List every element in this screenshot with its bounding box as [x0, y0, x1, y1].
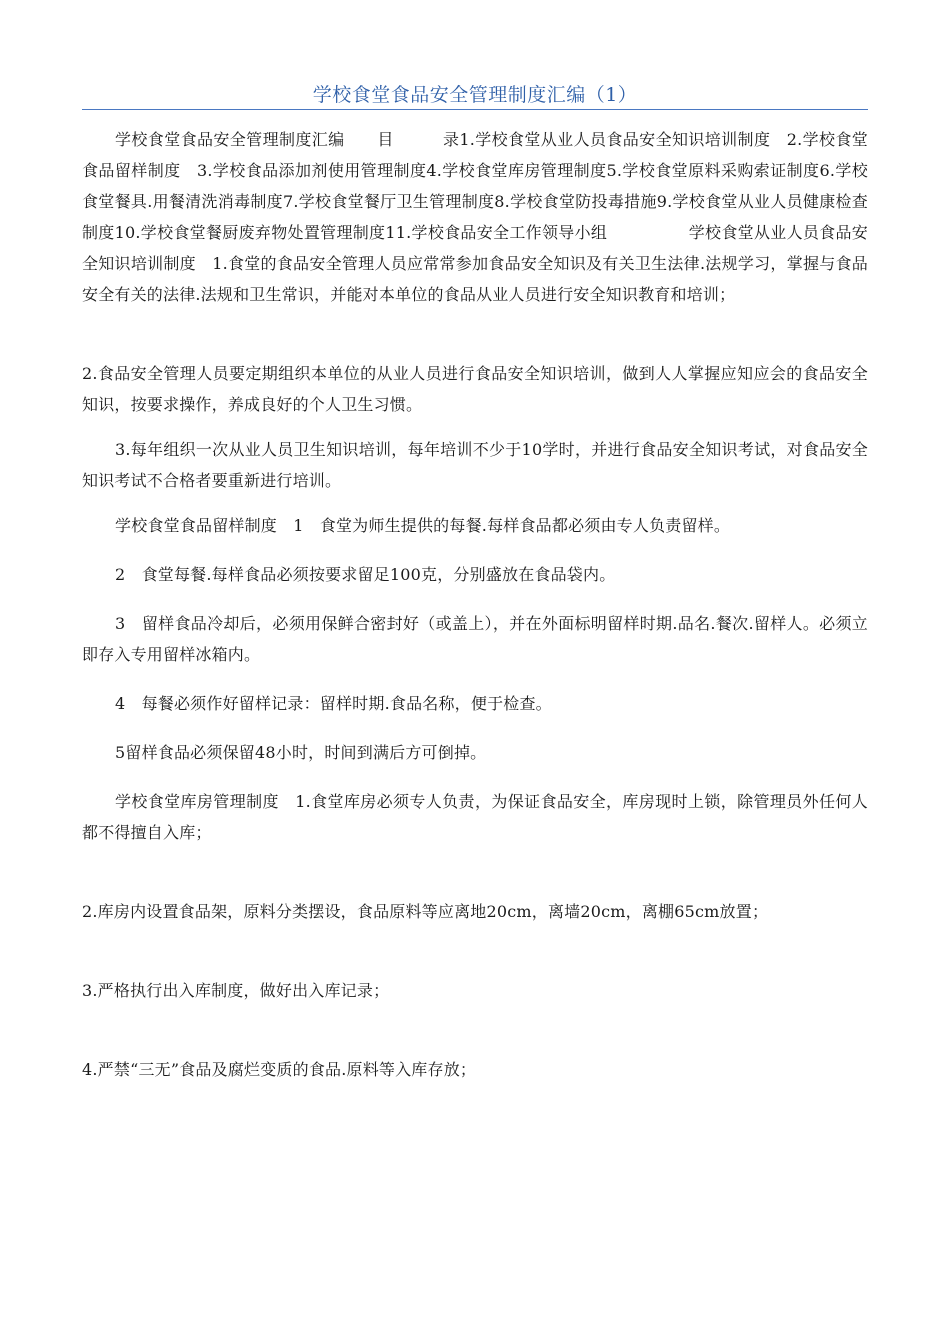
document-body: [82, 124, 868, 1085]
paragraph-table-of-contents: 学校食堂食品安全管理制度汇编 目 录1.学校食堂从业人员食品安全知识培训制度 2.学校食堂食品留样制度 3.学校食品添加剂使用管理制度4.学校食堂库房管理制度5.学校食堂原料采购索证制度6.学校食堂餐具.用餐清洗消毒制度7.学校食堂餐厅卫生管理制度8.学校食堂防投毒措施9.学校食堂从业人员健康检查制度10.学校食堂餐厨废弃物处置管理制度11.学校食品安全工作领导小组 学校食堂从业人员食品安全知识培训制度 1.食堂的食品安全管理人员应常常参加食品安全知识及有关卫生法律.法规学习，掌握与食品安全有关的法律.法规和卫生常识，并能对本单位的食品从业人员进行安全知识教育和培训；: [82, 130, 868, 304]
paragraph-sample-rule-3: 3 留样食品冷却后，必须用保鲜合密封好（或盖上），并在外面标明留样时期.品名.餐次.留样人。必须立即存入专用留样冰箱内。: [82, 614, 868, 664]
paragraph-training-3: 3.每年组织一次从业人员卫生知识培训，每年培训不少于10学时，并进行食品安全知识考试，对食品安全知识考试不合格者要重新进行培训。: [82, 440, 868, 490]
document-title: 学校食堂食品安全管理制度汇编（1）: [312, 84, 638, 106]
paragraph-sample-rule-2: 2 食堂每餐.每样食品必须按要求留足100克，分别盛放在食品袋内。: [115, 565, 616, 584]
paragraph-storage-rule-4: 4.严禁“三无”食品及腐烂变质的食品.原料等入库存放；: [82, 1060, 477, 1079]
title-underline: [82, 109, 868, 110]
paragraph-sample-rule-1: 学校食堂食品留样制度 1 食堂为师生提供的每餐.每样食品都必须由专人负责留样。: [115, 516, 731, 535]
paragraph-training-2: 2.食品安全管理人员要定期组织本单位的从业人员进行食品安全知识培训，做到人人掌握应知应会的食品安全知识，按要求操作，养成良好的个人卫生习惯。: [82, 364, 868, 414]
paragraph-storage-rule-3: 3.严格执行出入库制度，做好出入库记录；: [82, 981, 390, 1000]
paragraph-storage-rule-2: 2.库房内设置食品架，原料分类摆设，食品原料等应离地20cm，离墙20cm，离棚65cm放置；: [82, 902, 769, 921]
paragraph-sample-rule-5: 5留样食品必须保留48小时，时间到满后方可倒掉。: [115, 743, 487, 762]
paragraph-storage-rule-1: 学校食堂库房管理制度 1.食堂库房必须专人负责，为保证食品安全，库房现时上锁，除管理员外任何人都不得擅自入库；: [82, 792, 868, 842]
paragraph-sample-rule-4: 4 每餐必须作好留样记录：留样时期.食品名称，便于检查。: [115, 694, 552, 713]
